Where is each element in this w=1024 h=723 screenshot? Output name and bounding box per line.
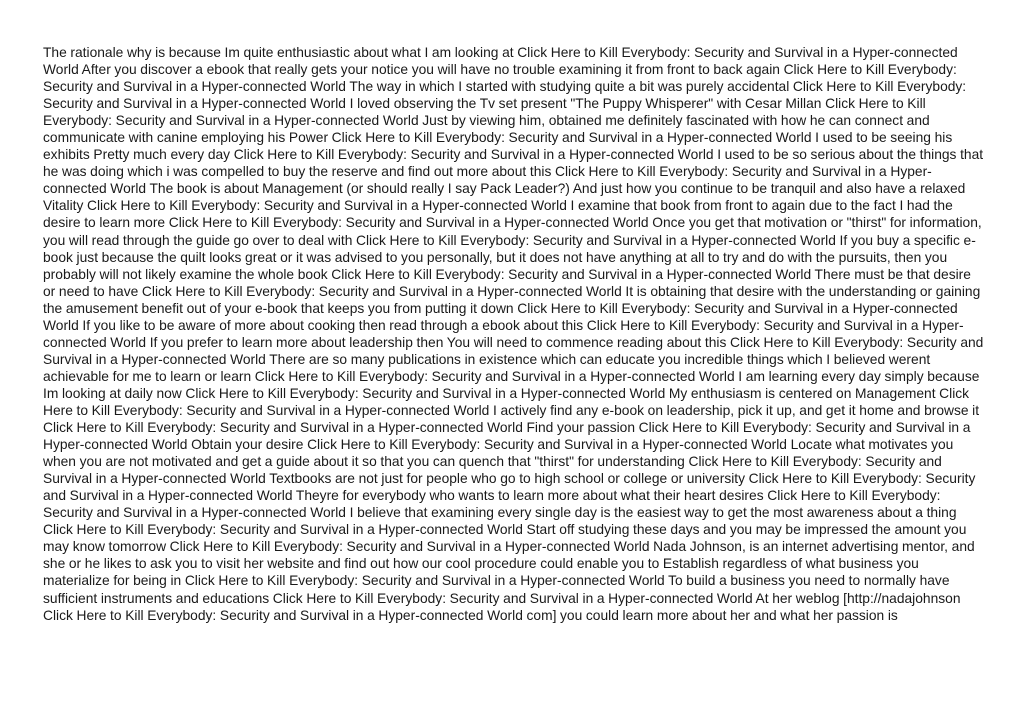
document-page (43, 44, 985, 684)
body-paragraph: The rationale why is because Im quite enthusiastic about what I am looking at Click Here to Kill Everybody: Security and Survival in a Hyper-connected World After you discover a ebook that really gets your notice you will have no trouble examining it from front to back again Click Here to Kill Everybody: Security and Survival in a Hyper-connected World The way in which I started with studying quite a bit was purely accidental Click Here to Kill Everybody: Security and Survival in a Hyper-connected World I loved observing the Tv set present "The Puppy Whisperer" with Cesar Millan Click Here to Kill Everybody: Security and Survival in a Hyper-connected World Just by viewing him, obtained me definitely fascinated with how he can connect and communicate with canine employing his Power Click Here to Kill Everybody: Security and Survival in a Hyper-connected World I used to be seeing his exhibits Pretty much every day Click Here to Kill Everybody: Security and Survival in a Hyper-connected World I used to be so serious about the things that he was doing which i was compelled to buy the reserve and find out more about this Click Here to Kill Everybody: Security and Survival in a Hyper-connected World The book is about Management (or should really I say Pack Leader?) And just how you continue to be tranquil and also have a relaxed Vitality Click Here to Kill Everybody: Security and Survival in a Hyper-connected World I examine that book from front to again due to the fact I had the desire to learn more Click Here to Kill Everybody: Security and Survival in a Hyper-connected World Once you get that motivation or "thirst" for information, you will read through the guide go over to deal with Click Here to Kill Everybody: Security and Survival in a Hyper-connected World If you buy a specific e-book just because the quilt looks great or it was advised to you personally, but it does not have anything at all to try and do with the pursuits, then you probably will not likely examine the whole book Click Here to Kill Everybody: Security and Survival in a Hyper-connected World There must be that desire or need to have Click Here to Kill Everybody: Security and Survival in a Hyper-connected World It is obtaining that desire with the understanding or gaining the amusement benefit out of your e-book that keeps you from putting it down Click Here to Kill Everybody: Security and Survival in a Hyper-connected World If you like to be aware of more about cooking then read through a ebook about this Click Here to Kill Everybody: Security and Survival in a Hyper-connected World If you prefer to learn more about leadership then You will need to commence reading about this Click Here to Kill Everybody: Security and Survival in a Hyper-connected World There are so many publications in existence which can educate you incredible things which I believed werent achievable for me to learn or learn Click Here to Kill Everybody: Security and Survival in a Hyper-connected World I am learning every day simply because Im looking at daily now Click Here to Kill Everybody: Security and Survival in a Hyper-connected World My enthusiasm is centered on Management Click Here to Kill Everybody: Security and Survival in a Hyper-connected World I actively find any e-book on leadership, pick it up, and get it home and browse it Click Here to Kill Everybody: Security and Survival in a Hyper-connected World Find your passion Click Here to Kill Everybody: Security and Survival in a Hyper-connected World Obtain your desire Click Here to Kill Everybody: Security and Survival in a Hyper-connected World Locate what motivates you when you are not motivated and get a guide about it so that you can quench that "thirst" for understanding Click Here to Kill Everybody: Security and Survival in a Hyper-connected World Textbooks are not just for people who go to high school or college or university Click Here to Kill Everybody: Security and Survival in a Hyper-connected World Theyre for everybody who wants to learn more about what their heart desires Click Here to Kill Everybody: Security and Survival in a Hyper-connected World I believe that examining every single day is the easiest way to get the most awareness about a thing Click Here to Kill Everybody: Security and Survival in a Hyper-connected World Start off studying these days and you may be impressed the amount you may know tomorrow Click Here to Kill Everybody: Security and Survival in a Hyper-connected World Nada Johnson, is an internet advertising mentor, and she or he likes to ask you to visit her website and find out how our cool procedure could enable you to Establish regardless of what business you materialize for being in Click Here to Kill Everybody: Security and Survival in a Hyper-connected World To build a business you need to normally have sufficient instruments and educations Click Here to Kill Everybody: Security and Survival in a Hyper-connected World At her weblog [http://nadajohnson Click Here to Kill Everybody: Security and Survival in a Hyper-connected World com] you could learn more about her and what her passion is (43, 45, 984, 623)
